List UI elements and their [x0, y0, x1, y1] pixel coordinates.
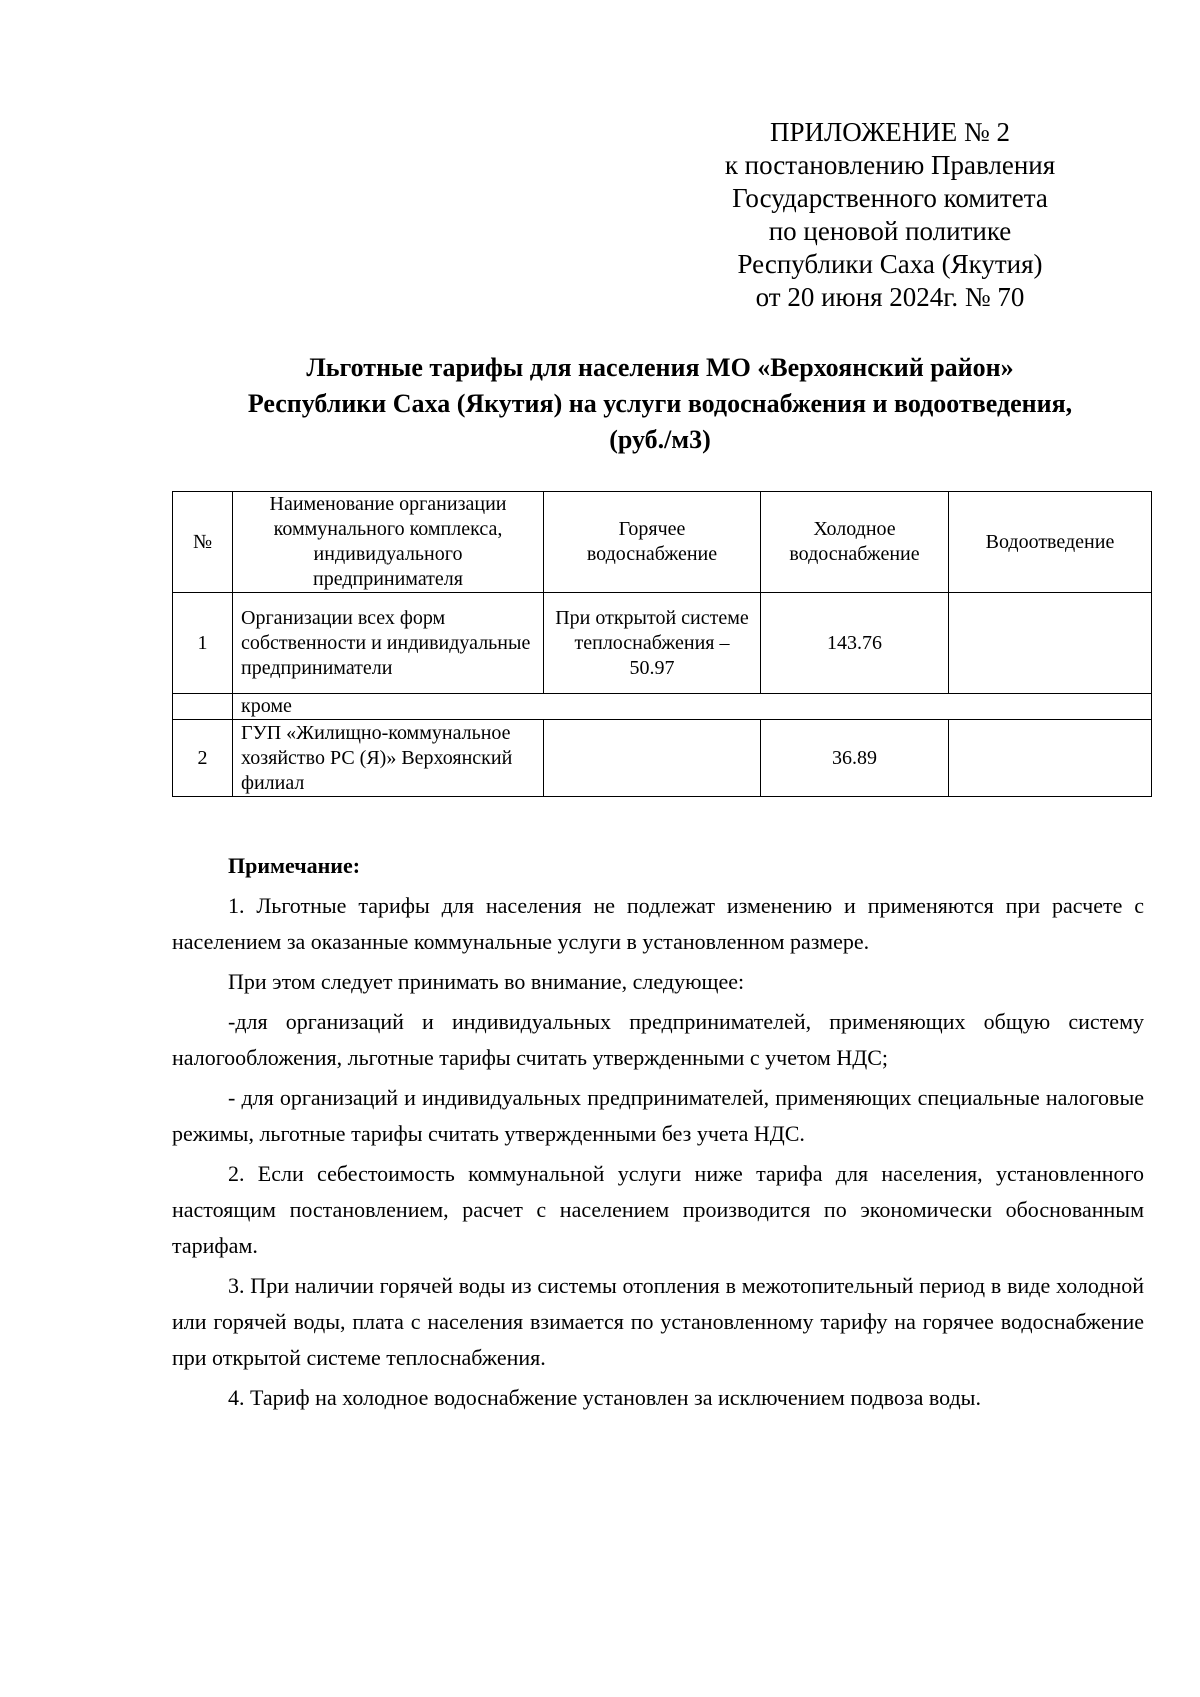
note-paragraph: 2. Если себестоимость коммунальной услуги ниже тарифа для населения, установленного настоящим постановлением, расчет с населением производится по экономически обоснованным тарифам.	[172, 1161, 1144, 1258]
header-cold-water: Холодное водоснабжение	[761, 492, 949, 593]
header-org: Наименование организации коммунального комплекса, индивидуального предпринимателя	[233, 492, 544, 593]
cell-cold-water: 143.76	[761, 593, 949, 694]
cell-sewerage	[949, 720, 1152, 797]
table-header-row	[173, 492, 1152, 593]
note-paragraph: - для организаций и индивидуальных предпринимателей, применяющих специальные налоговые режимы, льготные тарифы считать утвержденными без учета НДС.	[172, 1085, 1144, 1146]
cell-sewerage	[949, 593, 1152, 694]
cell-cold-water: 36.89	[761, 720, 949, 797]
header-num: №	[173, 492, 233, 593]
cell-empty	[173, 694, 233, 720]
header-sewerage: Водоотведение	[949, 492, 1152, 593]
title-line: Республики Саха (Якутия) на услуги водоснабжения и водоотведения,	[247, 389, 1073, 418]
appendix-line: ПРИЛОЖЕНИЕ № 2	[769, 117, 1011, 147]
table-row	[173, 593, 1152, 694]
header-hot-water: Горячее водоснабжение	[544, 492, 761, 593]
cell-num: 1	[173, 593, 233, 694]
note-paragraph: -для организаций и индивидуальных предпринимателей, применяющих общую систему налогообложения, льготные тарифы считать утвержденными с учетом НДС;	[172, 1009, 1144, 1070]
appendix-line: Республики Саха (Якутия)	[737, 249, 1043, 279]
cell-hot-water: При открытой системе теплоснабжения – 50.97	[544, 593, 761, 694]
cell-num: 2	[173, 720, 233, 797]
title-line: (руб./м3)	[609, 425, 711, 454]
table-row-except	[173, 694, 1152, 720]
appendix-line: от 20 июня 2024г. № 70	[755, 282, 1025, 312]
appendix-line: к постановлению Правления	[724, 150, 1056, 180]
note-paragraph: 4. Тариф на холодное водоснабжение установлен за исключением подвоза воды.	[228, 1385, 981, 1410]
title-line: Льготные тарифы для населения МО «Верхоянский район»	[306, 353, 1014, 382]
appendix-block	[700, 116, 1080, 314]
cell-org: Организации всех форм собственности и индивидуальные предприниматели	[233, 593, 544, 694]
table-row	[173, 720, 1152, 797]
note-paragraph: При этом следует принимать во внимание, следующее:	[228, 969, 745, 994]
cell-hot-water	[544, 720, 761, 797]
notes-section	[172, 848, 1144, 1420]
note-paragraph: 1. Льготные тарифы для населения не подлежат изменению и применяются при расчете с населением за оказанные коммунальные услуги в установленном размере.	[172, 893, 1144, 954]
cell-except-label: кроме	[233, 694, 1152, 720]
tariff-table	[172, 491, 1152, 797]
notes-heading: Примечание:	[228, 853, 361, 878]
appendix-line: Государственного комитета	[732, 183, 1048, 213]
cell-org: ГУП «Жилищно-коммунальное хозяйство РС (Я)» Верхоянский филиал	[233, 720, 544, 797]
appendix-line: по ценовой политике	[768, 216, 1012, 246]
document-title	[170, 350, 1150, 458]
note-paragraph: 3. При наличии горячей воды из системы отопления в межотопительный период в виде холодной или горячей воды, плата с населения взимается по установленному тарифу на горячее водоснабжение при открытой системе теплоснабжения.	[172, 1273, 1144, 1370]
